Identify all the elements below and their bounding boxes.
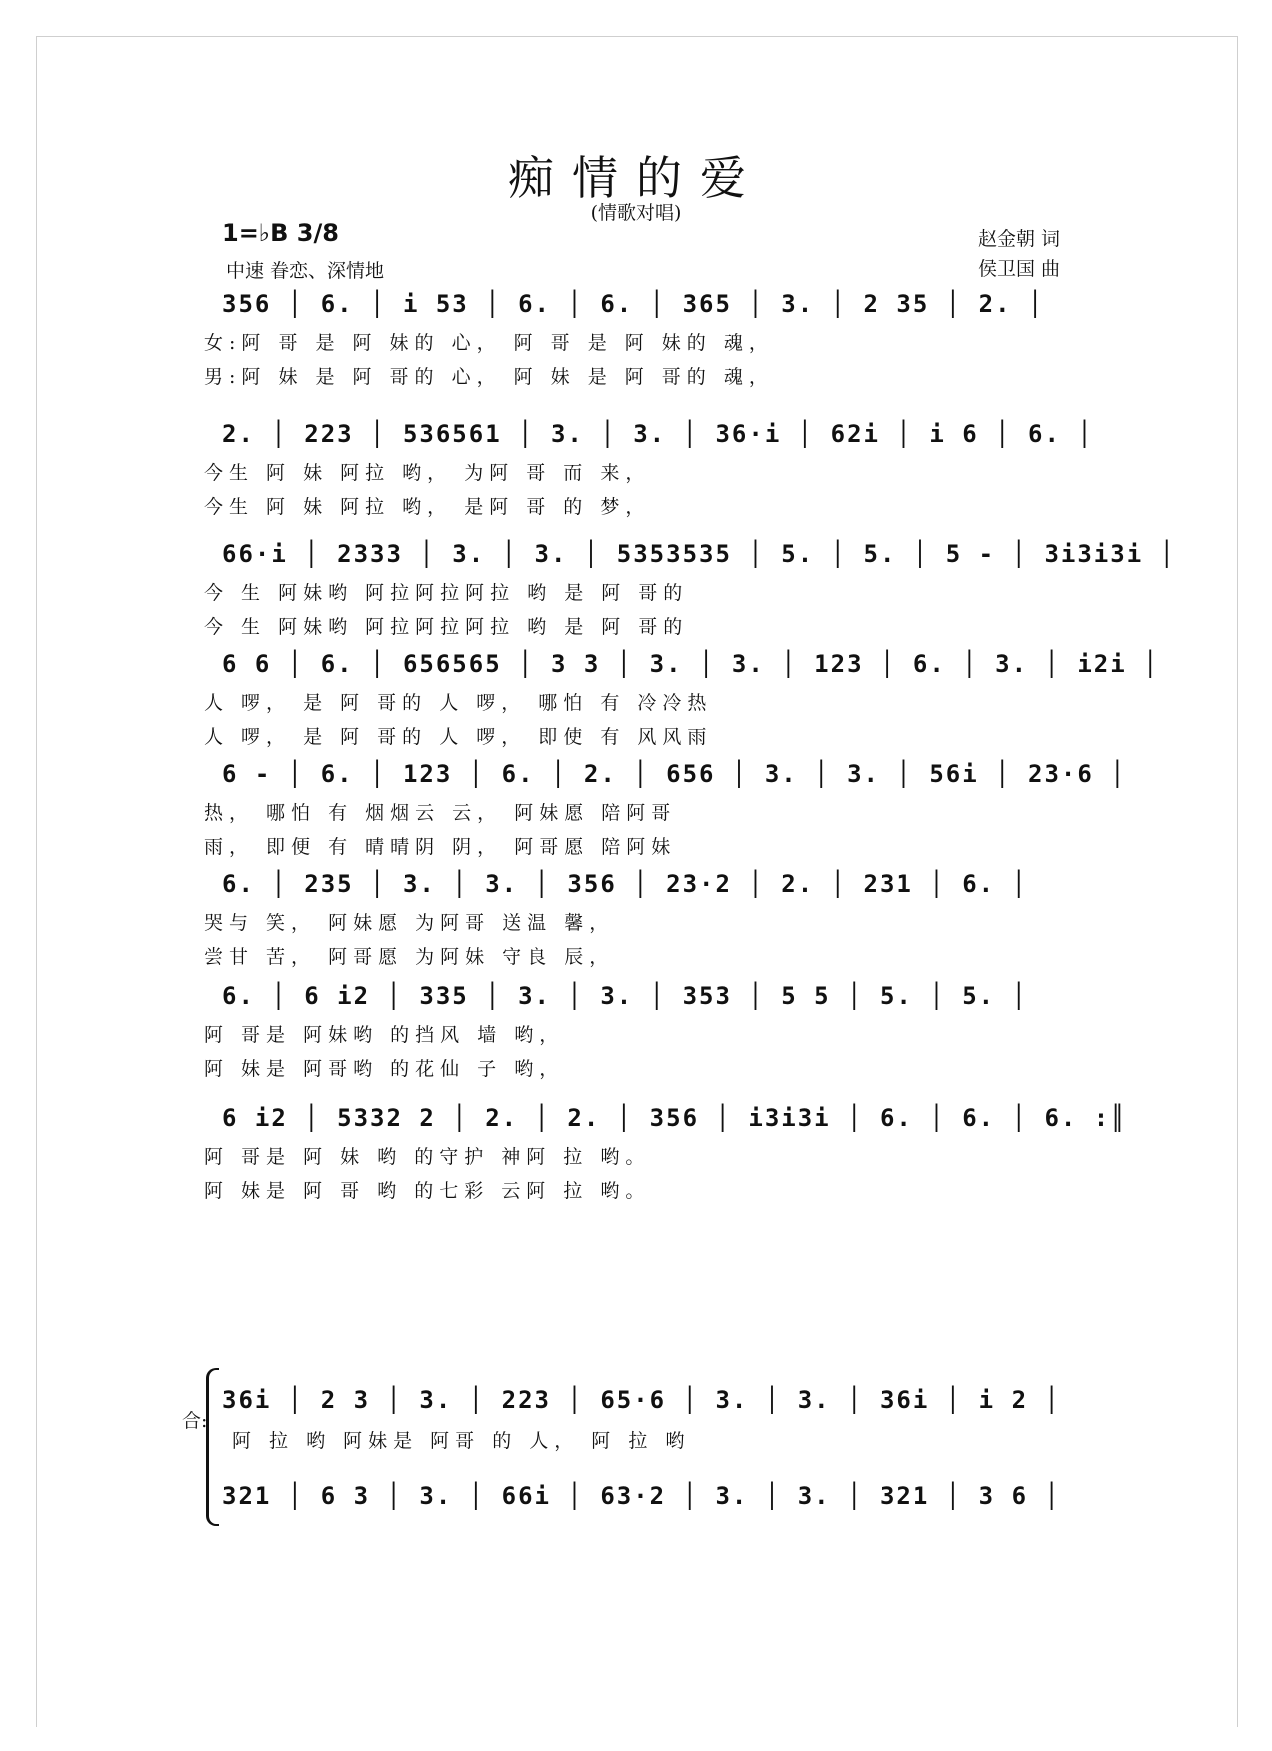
lyric-line-female: 哭与 笑， 阿妹愿 为阿哥 送温 馨， <box>204 912 615 934</box>
notation-line: 6 - │ 6. │ 123 │ 6. │ 2. │ 656 │ 3. │ 3. │ 56i │ 23·6 │ <box>222 760 1127 788</box>
chorus-row <box>222 1378 1061 1528</box>
lyric-line-male: 男:阿 妹 是 阿 哥的 心， 阿 妹 是 阿 哥的 魂， <box>204 366 774 388</box>
lyric-line-female: 女:阿 哥 是 阿 妹的 心， 阿 哥 是 阿 妹的 魂， <box>204 332 774 354</box>
staff-row <box>204 1096 1127 1206</box>
chorus-upper-notation: 36i │ 2 3 │ 3. │ 223 │ 65·6 │ 3. │ 3. │ 36i │ i 2 │ <box>222 1386 1061 1414</box>
staff-row <box>204 532 1177 642</box>
notation-line: 6. │ 6 i2 │ 335 │ 3. │ 3. │ 353 │ 5 5 │ 5. │ 5. │ <box>222 982 1029 1010</box>
staff-row <box>204 282 1054 392</box>
chorus-label: 合: <box>182 1410 208 1432</box>
notation-line: 6 i2 │ 5332 2 │ 2. │ 2. │ 356 │ i3i3i │ 6. │ 6. │ 6. :║ <box>222 1104 1127 1132</box>
tempo-marking: 中速 眷恋、深情地 <box>226 260 385 282</box>
lyric-line-female: 阿 哥是 阿 妹 哟 的守护 神阿 拉 哟。 <box>204 1146 651 1168</box>
staff-row <box>204 752 1127 862</box>
lyric-line-male: 阿 妹是 阿哥哟 的花仙 子 哟， <box>204 1058 565 1080</box>
composer-credit: 侯卫国 曲 <box>977 258 1060 280</box>
lyric-line-female: 阿 哥是 阿妹哟 的挡风 墙 哟， <box>204 1024 565 1046</box>
key-signature: 1=♭B 3/8 <box>222 219 339 247</box>
staff-row <box>204 412 1094 522</box>
notation-line: 2. │ 223 │ 536561 │ 3. │ 3. │ 36·i │ 62i │ i 6 │ 6. │ <box>222 420 1094 448</box>
lyric-line-female: 热， 哪怕 有 烟烟云 云， 阿妹愿 陪阿哥 <box>204 802 677 824</box>
lyric-line-male: 阿 妹是 阿 哥 哟 的七彩 云阿 拉 哟。 <box>204 1180 651 1202</box>
lyric-line-female: 人 啰， 是 阿 哥的 人 啰， 哪怕 有 冷冷热 <box>204 692 713 714</box>
lyric-line-male: 今生 阿 妹 阿拉 哟， 是阿 哥 的 梦， <box>204 496 651 518</box>
lyric-line-male: 雨， 即便 有 晴晴阴 阴， 阿哥愿 陪阿妹 <box>204 836 677 858</box>
notation-line: 6. │ 235 │ 3. │ 3. │ 356 │ 23·2 │ 2. │ 231 │ 6. │ <box>222 870 1029 898</box>
song-subtitle: (情歌对唱) <box>590 202 682 224</box>
notation-line: 66·i │ 2333 │ 3. │ 3. │ 5353535 │ 5. │ 5. │ 5 - │ 3i3i3i │ <box>222 540 1177 568</box>
staff-row <box>204 862 1054 972</box>
chorus-lyric: 阿 拉 哟 阿妹是 阿哥 的 人， 阿 拉 哟 <box>232 1430 691 1452</box>
chorus-brace <box>206 1368 219 1526</box>
staff-row <box>204 642 1160 752</box>
notation-line: 6 6 │ 6. │ 656565 │ 3 3 │ 3. │ 3. │ 123 │ 6. │ 3. │ i2i │ <box>222 650 1160 678</box>
lyric-line-female: 今 生 阿妹哟 阿拉阿拉阿拉 哟 是 阿 哥的 <box>204 582 689 604</box>
notation-line: 356 │ 6. │ i 53 │ 6. │ 6. │ 365 │ 3. │ 2 35 │ 2. │ <box>222 290 1045 318</box>
song-title: 痴情的爱 <box>508 151 764 205</box>
lyric-line-male: 尝甘 苦， 阿哥愿 为阿妹 守良 辰， <box>204 946 615 968</box>
staff-row <box>204 974 1054 1084</box>
chorus-lower-notation: 321 │ 6 3 │ 3. │ 66i │ 63·2 │ 3. │ 3. │ 321 │ 3 6 │ <box>222 1482 1061 1510</box>
lyric-line-male: 人 啰， 是 阿 哥的 人 啰， 即使 有 风风雨 <box>204 726 713 748</box>
lyric-line-female: 今生 阿 妹 阿拉 哟， 为阿 哥 而 来， <box>204 462 651 484</box>
lyric-line-male: 今 生 阿妹哟 阿拉阿拉阿拉 哟 是 阿 哥的 <box>204 616 689 638</box>
lyricist-credit: 赵金朝 词 <box>977 228 1060 250</box>
